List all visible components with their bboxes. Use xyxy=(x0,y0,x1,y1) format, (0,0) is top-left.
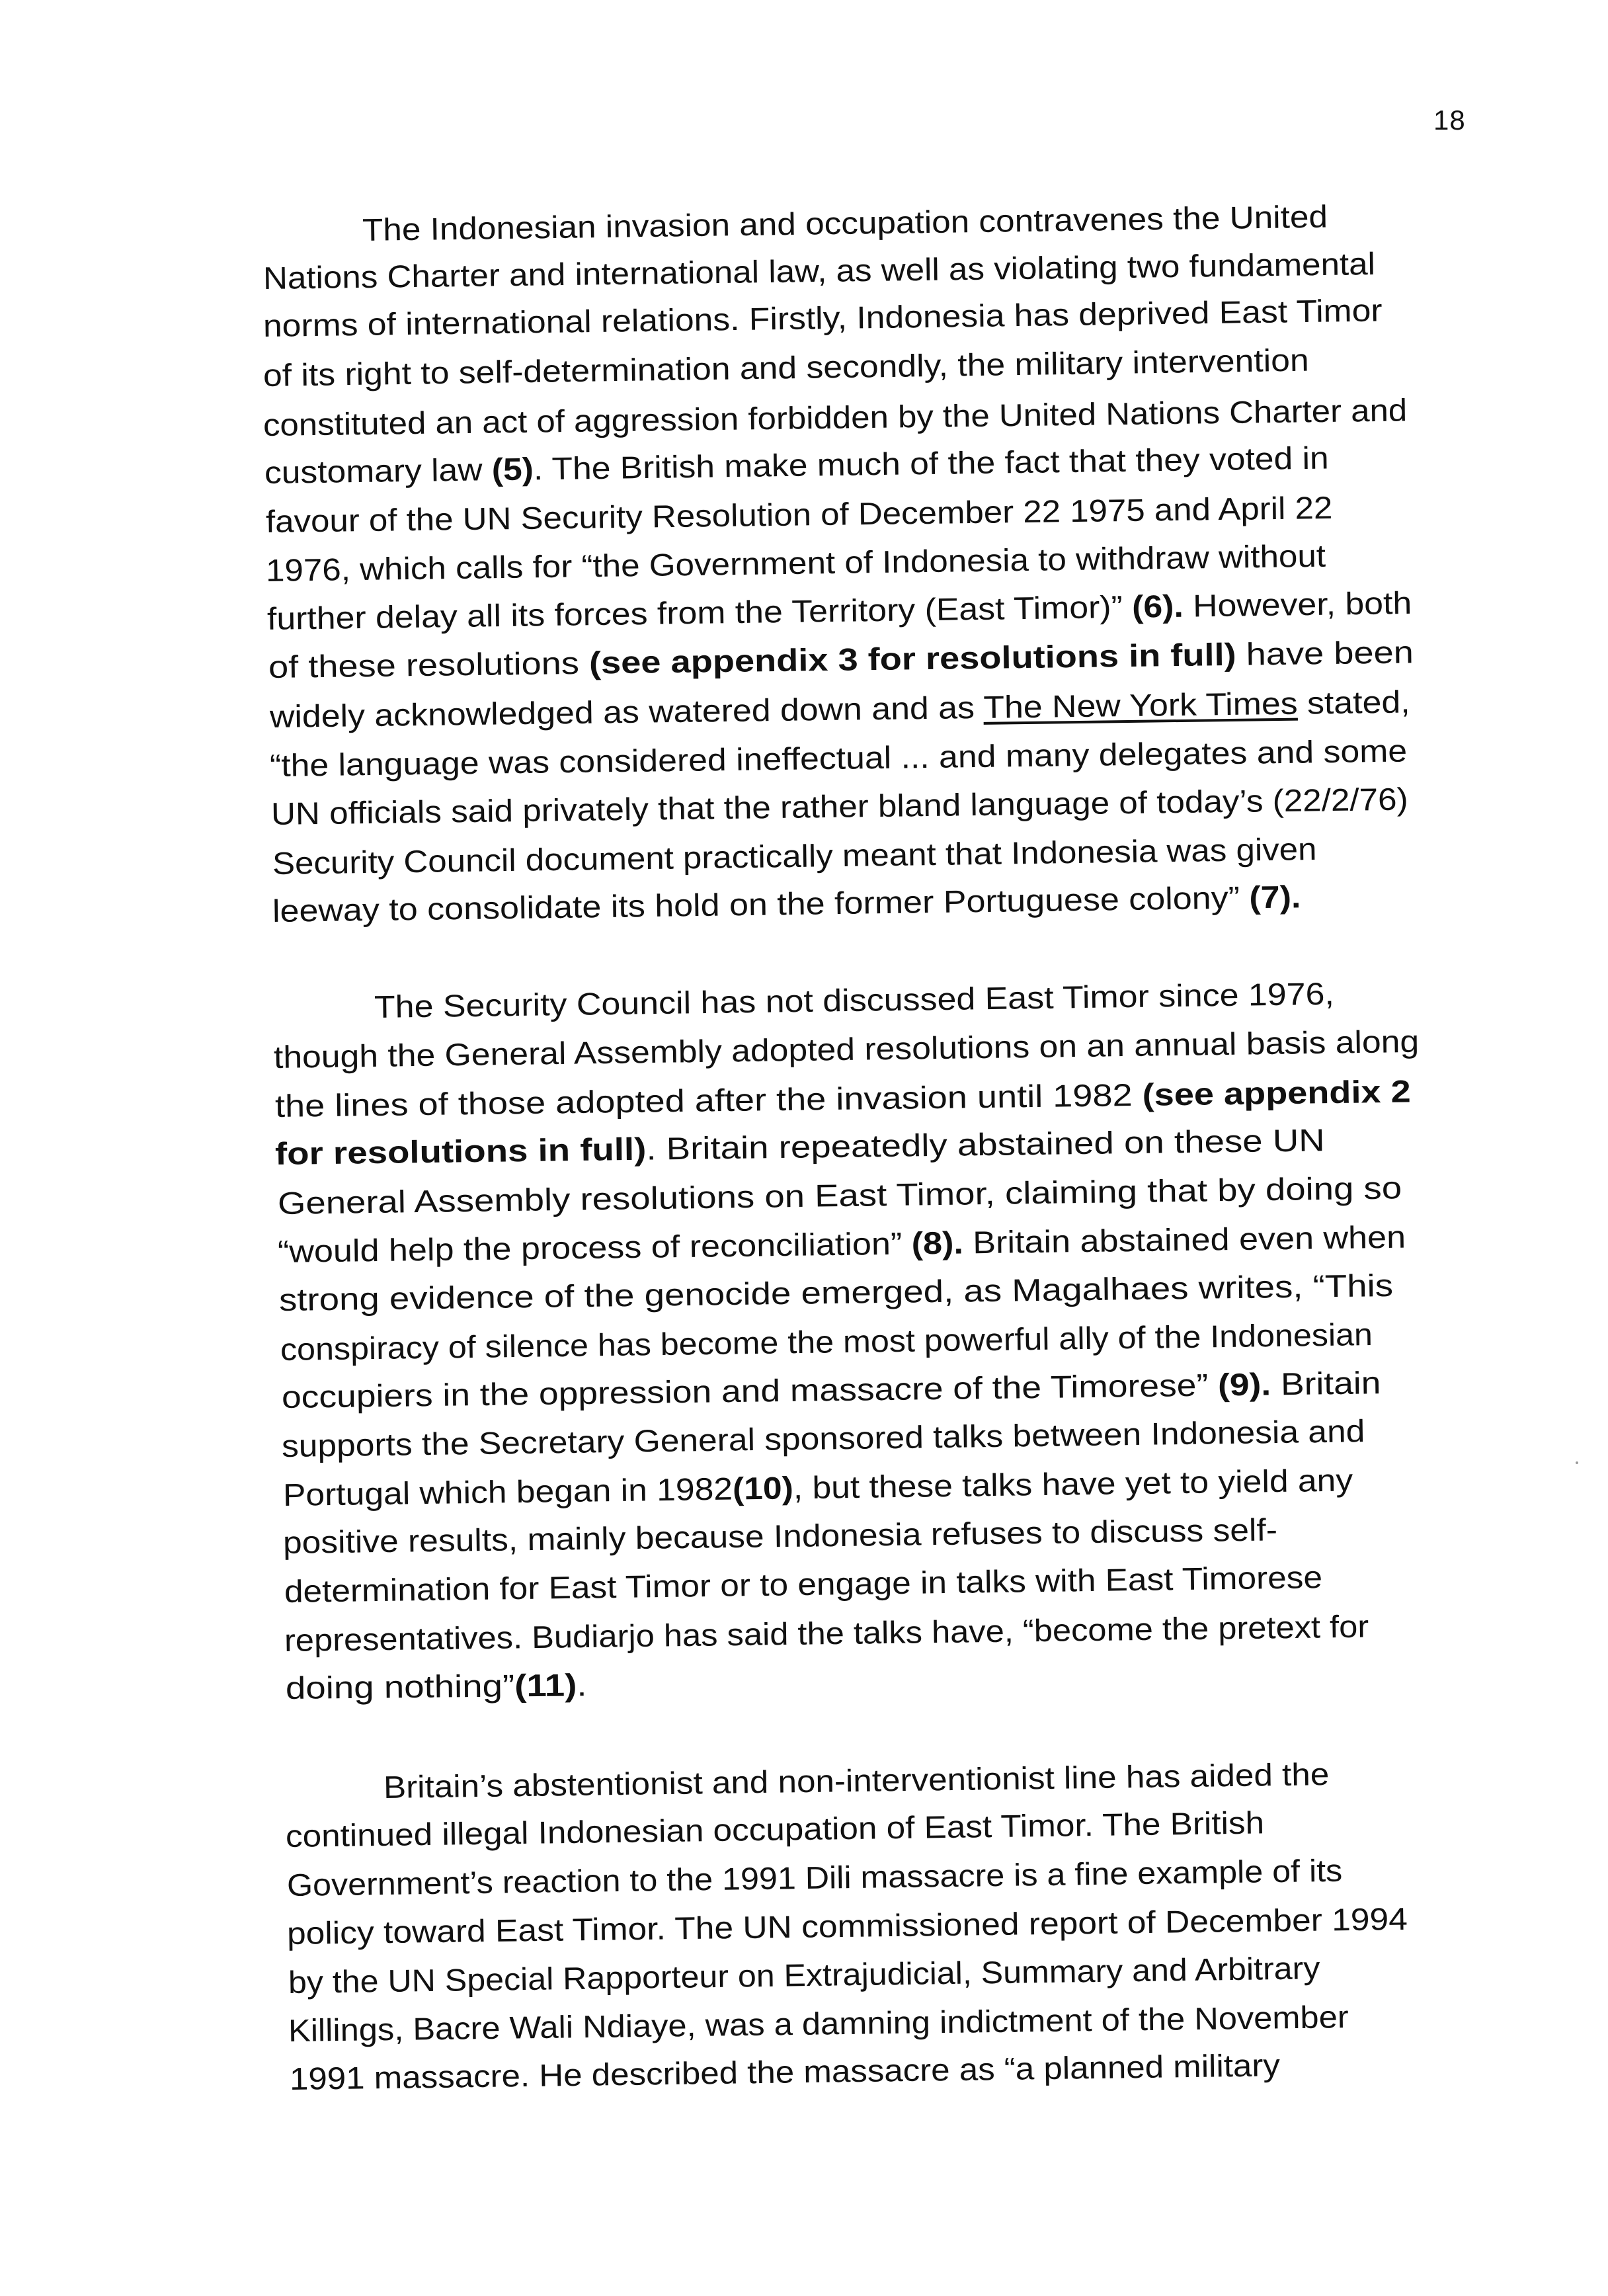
text-run: constituted an act of aggression forbidden by the United Nations Charter and xyxy=(262,393,1408,443)
text-run: favour of the UN Security Resolution of December 22 1975 and April 22 xyxy=(265,490,1333,540)
text-line xyxy=(270,735,1408,782)
text-line xyxy=(288,2002,1349,2047)
text-run: , but these talks have yet to yield any xyxy=(793,1463,1353,1506)
text-run: The Security Council has not discussed East Timor since 1976, xyxy=(374,976,1335,1025)
text-run: “would help the process of reconciliation” xyxy=(277,1226,912,1270)
text-run: stated, xyxy=(1297,684,1410,721)
text-line xyxy=(374,976,1335,1025)
text-line xyxy=(282,1416,1365,1462)
publication-title: The New York Times xyxy=(983,686,1298,725)
text-run: by the UN Special Rapporteur on Extrajudicial, Summary and Arbitrary xyxy=(288,1951,1320,2000)
text-run: However, both xyxy=(1183,585,1412,624)
text-line xyxy=(362,199,1328,248)
text-run: supports the Secretary General sponsored talks between Indonesia and xyxy=(281,1414,1365,1464)
citation-emphasis: for resolutions in full) xyxy=(274,1131,647,1172)
text-run: occupiers in the oppression and massacre of the Timorese” xyxy=(281,1368,1219,1415)
text-run: customary law xyxy=(264,452,493,491)
text-run: conspiracy of silence has become the most powerful ally of the Indonesian xyxy=(280,1317,1373,1368)
citation-emphasis: (see appendix 3 for resolutions in full) xyxy=(588,637,1236,681)
text-run: The Indonesian invasion and occupation contravenes the United xyxy=(362,199,1328,248)
text-run: Government’s reaction to the 1991 Dili massacre is a fine example of its xyxy=(286,1853,1343,1903)
text-line xyxy=(271,784,1408,830)
text-run: 1991 massacre. He described the massacre as “a planned military xyxy=(289,2048,1281,2097)
text-line xyxy=(264,440,1330,491)
citation-emphasis: (see appendix 2 xyxy=(1142,1074,1411,1113)
text-run: Nations Charter and international law, as well as violating two fundamental xyxy=(262,246,1376,296)
text-run: determination for East Timor or to engage in talks with East Timorese xyxy=(284,1560,1323,1610)
text-run: strong evidence of the genocide emerged, as Magalhaes writes, “This xyxy=(278,1268,1394,1318)
text-line xyxy=(286,1807,1265,1852)
text-line xyxy=(290,2050,1281,2095)
text-run: norms of international relations. Firstly, Indonesia has deprived East Timor xyxy=(262,293,1383,344)
citation-emphasis: (6). xyxy=(1131,589,1184,625)
text-line xyxy=(263,345,1309,392)
text-line xyxy=(279,1270,1394,1317)
text-line xyxy=(262,246,1376,296)
text-run: have been xyxy=(1236,635,1414,673)
text-line xyxy=(286,1853,1343,1903)
text-line xyxy=(282,1368,1381,1413)
text-run: Security Council document practically meant that Indonesia was given xyxy=(272,831,1317,882)
text-run: Britain’s abstentionist and non-interventionist line has aided the xyxy=(383,1757,1330,1805)
citation-emphasis: (8). xyxy=(911,1225,964,1262)
text-line xyxy=(278,1172,1402,1219)
text-run: 1976, which calls for “the Government of Indonesia to withdraw without xyxy=(265,538,1326,589)
text-run: the lines of those adopted after the invasion until 1982 xyxy=(274,1077,1143,1124)
text-run: doing nothing” xyxy=(285,1668,515,1706)
text-line xyxy=(270,686,1410,733)
text-line xyxy=(286,1670,587,1704)
scan-speck xyxy=(1576,1461,1578,1464)
text-line xyxy=(286,1901,1408,1951)
citation-emphasis: (11) xyxy=(514,1668,577,1704)
text-line xyxy=(268,637,1414,683)
text-line xyxy=(272,831,1317,882)
text-run: policy toward East Timor. The UN commissioned report of December 1994 xyxy=(286,1901,1408,1951)
text-run: . The British make much of the fact that they voted in xyxy=(533,440,1330,487)
text-run: of its right to self-determination and secondly, the military intervention xyxy=(262,343,1310,393)
text-run: widely acknowledged as watered down and as xyxy=(269,690,984,735)
text-run: UN officials said privately that the rather bland language of today’s (22/2/76) xyxy=(270,782,1408,832)
text-line xyxy=(265,490,1333,540)
text-line xyxy=(283,1465,1353,1511)
citation-emphasis: (7). xyxy=(1249,880,1301,916)
text-run: though the General Assembly adopted resolutions on an annual basis along xyxy=(273,1024,1420,1075)
text-line xyxy=(272,882,1301,927)
text-run: Portugal which began in 1982 xyxy=(282,1471,733,1513)
text-run: Killings, Bacre Wali Ndiaye, was a damning indictment of the November xyxy=(288,2000,1349,2049)
text-line xyxy=(274,1074,1411,1124)
text-line xyxy=(263,395,1408,441)
text-run: General Assembly resolutions on East Timor, claiming that by doing so xyxy=(277,1170,1402,1221)
text-line xyxy=(263,295,1383,342)
text-line xyxy=(274,1026,1420,1074)
page-number: 18 xyxy=(1433,104,1466,136)
text-run: of these resolutions xyxy=(268,645,590,685)
text-run: leeway to consolidate its hold on the former Portuguese colony” xyxy=(272,880,1250,929)
text-run: Britain xyxy=(1270,1366,1381,1403)
text-line xyxy=(280,1319,1373,1366)
citation-emphasis: (9). xyxy=(1217,1367,1271,1403)
text-run: “the language was considered ineffectual ... and many delegates and some xyxy=(269,733,1408,784)
citation-emphasis: (10) xyxy=(732,1471,794,1507)
text-run: representatives. Budiarjo has said the talks have, “become the pretext for xyxy=(284,1609,1369,1659)
citation-emphasis: (5) xyxy=(491,452,534,488)
text-run: continued illegal Indonesian occupation of East Timor. The British xyxy=(285,1805,1265,1854)
text-run: . Britain repeatedly abstained on these UN xyxy=(646,1123,1325,1167)
text-line xyxy=(283,1514,1278,1559)
text-line xyxy=(277,1219,1406,1270)
text-line xyxy=(284,1609,1369,1659)
text-line xyxy=(383,1759,1330,1803)
text-line xyxy=(265,538,1326,589)
text-run: . xyxy=(577,1668,587,1703)
text-line xyxy=(284,1562,1323,1608)
text-line xyxy=(288,1953,1320,1998)
text-run: further delay all its forces from the Territory (East Timor)” xyxy=(266,589,1133,637)
text-line xyxy=(275,1125,1325,1170)
text-line xyxy=(266,585,1412,637)
text-run: Britain abstained even when xyxy=(963,1219,1406,1261)
text-run: positive results, mainly because Indonesia refuses to discuss self- xyxy=(282,1512,1278,1561)
